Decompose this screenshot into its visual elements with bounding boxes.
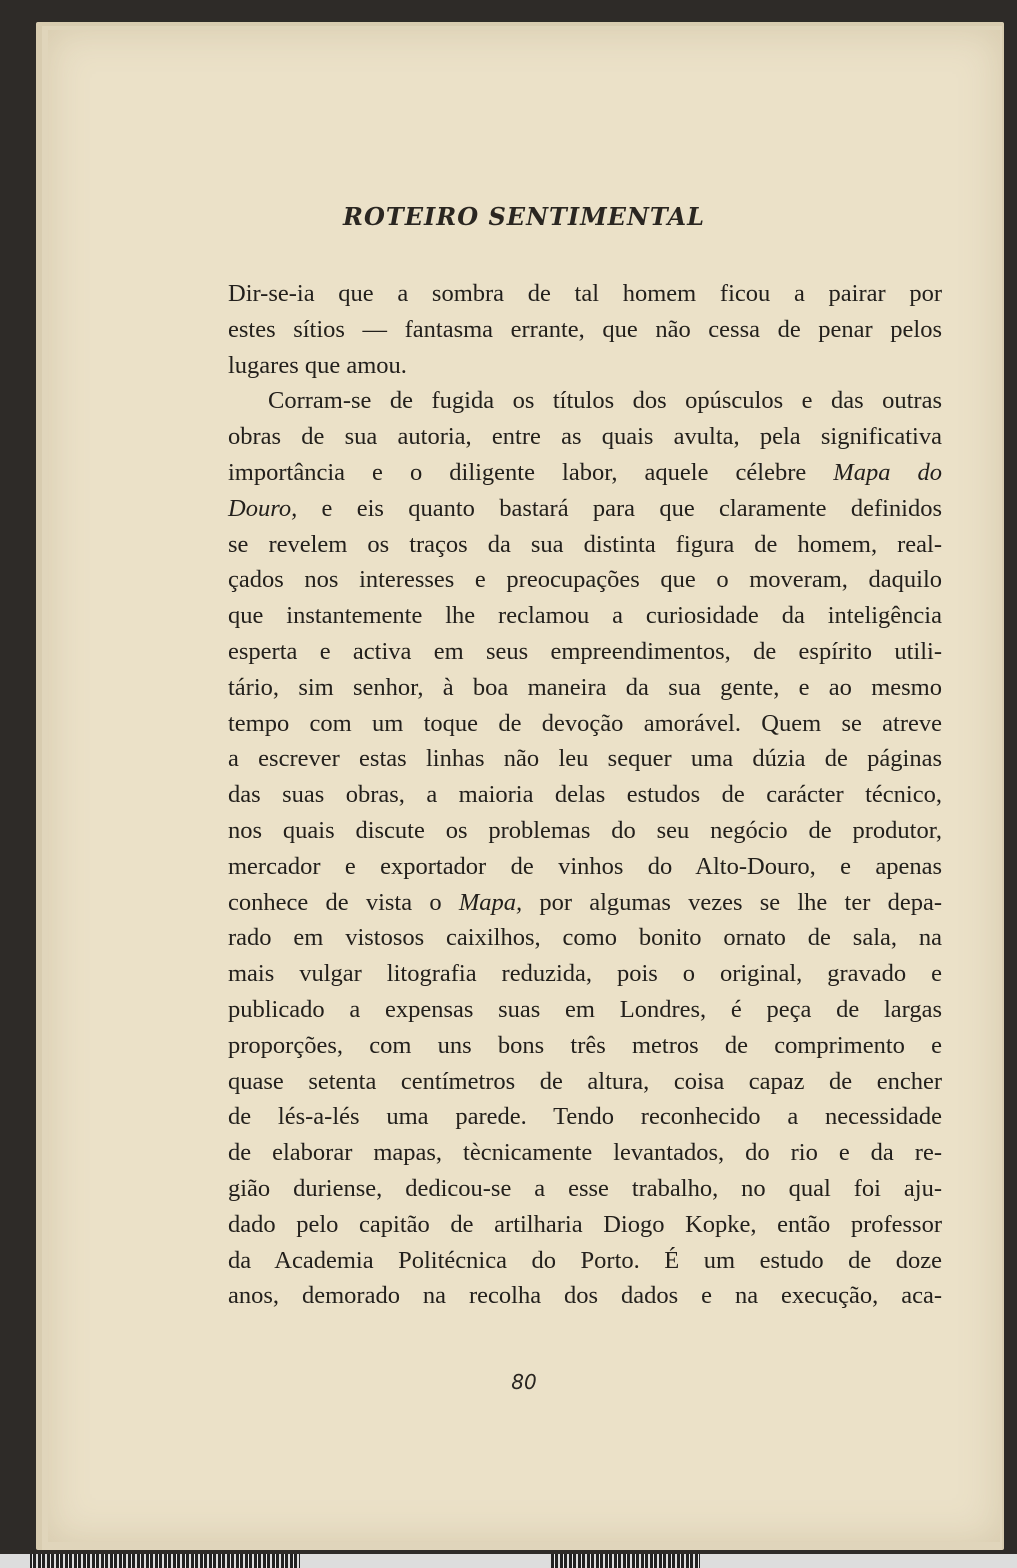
text-line: a escrever estas linhas não leu sequer uma dúzia de páginas <box>228 745 942 773</box>
text-line: esperta e activa em seus empreendimentos, de espírito utili- <box>228 637 942 665</box>
paragraph-2 <box>228 383 942 1314</box>
text-line: das suas obras, a maioria delas estudos de carácter técnico, <box>228 781 942 809</box>
text-line: de lés-a-lés uma parede. Tendo reconhecido a necessidade <box>228 1103 942 1131</box>
running-head: ROTEIRO SENTIMENTAL <box>343 202 705 231</box>
text-line: mais vulgar litografia reduzida, pois o original, gravado e <box>228 960 942 988</box>
text-line: proporções, com uns bons três metros de comprimento e <box>228 1031 942 1059</box>
text-line: dado pelo capitão de artilharia Diogo Kopke, então professor <box>228 1210 942 1238</box>
text-line: da Academia Politécnica do Porto. É um estudo de doze <box>228 1246 942 1274</box>
scale-block <box>700 1554 1017 1568</box>
text-line: rado em vistosos caixilhos, como bonito ornato de sala, na <box>228 924 942 952</box>
text-line: gião duriense, dedicou-se a esse trabalho, no qual foi aju- <box>228 1174 942 1202</box>
text-line: mercador e exportador de vinhos do Alto-Douro, e apenas <box>228 852 942 880</box>
scale-block <box>0 1554 30 1568</box>
text-line: publicado a expensas suas em Londres, é peça de largas <box>228 995 942 1023</box>
text-line: conhece de vista o Mapa, por algumas vezes se lhe ter depa- <box>228 888 942 916</box>
text-line: lugares que amou. <box>228 351 407 379</box>
body-text <box>228 276 942 1314</box>
page-number: 80 <box>511 1370 537 1394</box>
text-line: Douro, e eis quanto bastará para que claramente definidos <box>228 494 942 522</box>
text-line: nos quais discute os problemas do seu negócio de produtor, <box>228 816 942 844</box>
text-line: importância e o diligente labor, aquele célebre Mapa do <box>228 458 942 486</box>
text-line: que instantemente lhe reclamou a curiosidade da inteligência <box>228 602 942 630</box>
paragraph-1 <box>228 276 942 383</box>
text-line: tempo com um toque de devoção amorável. Quem se atreve <box>228 709 942 737</box>
text-line: anos, demorado na recolha dos dados e na execução, aca- <box>228 1282 942 1310</box>
text-line: Corram-se de fugida os títulos dos opúsculos e das outras <box>268 387 942 415</box>
text-line: çados nos interesses e preocupações que o moveram, daquilo <box>228 566 942 594</box>
text-line: obras de sua autoria, entre as quais avulta, pela significativa <box>228 423 942 451</box>
text-line: estes sítios — fantasma errante, que não cessa de penar pelos <box>228 315 942 343</box>
scale-block <box>300 1554 550 1568</box>
text-line: Dir-se-ia que a sombra de tal homem ficou a pairar por <box>228 280 942 307</box>
text-line: tário, sim senhor, à boa maneira da sua gente, e ao mesmo <box>228 673 942 701</box>
scan-scale-bar <box>0 1554 1017 1568</box>
book-page <box>48 30 1000 1542</box>
text-line: se revelem os traços da sua distinta figura de homem, real- <box>228 530 942 558</box>
text-line: quase setenta centímetros de altura, coisa capaz de encher <box>228 1067 942 1095</box>
text-line: de elaborar mapas, tècnicamente levantados, do rio e da re- <box>228 1139 942 1167</box>
